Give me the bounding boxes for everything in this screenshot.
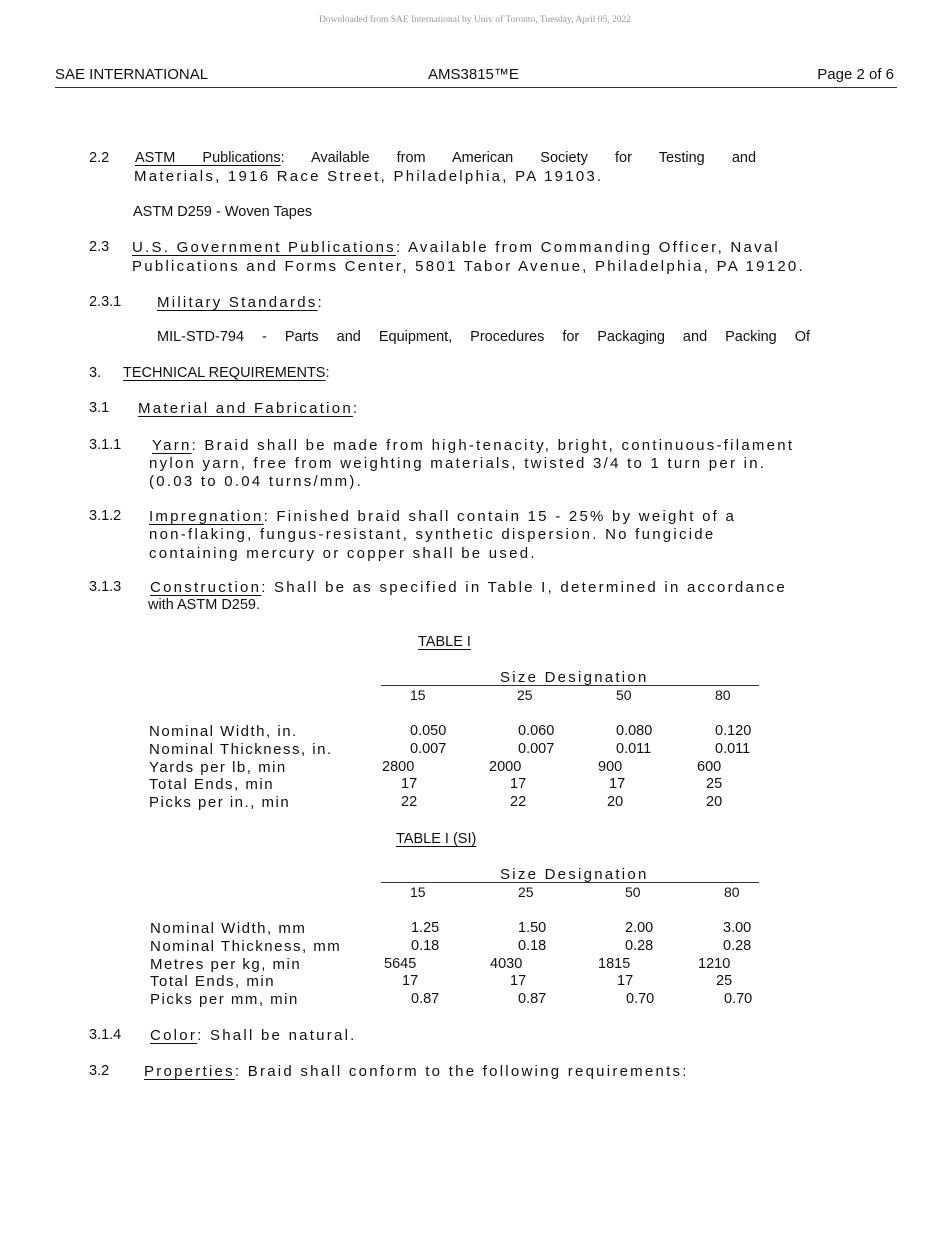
section-3-1-heading: Material and Fabrication: <box>138 400 360 417</box>
section-2-3-1-number: 2.3.1 <box>89 294 122 310</box>
section-3-title: TECHNICAL REQUIREMENTS <box>123 365 326 381</box>
header-rule <box>55 87 897 88</box>
section-2-3-1-heading: Military Standards: <box>157 294 324 311</box>
section-3-1-4-title: Color <box>150 1027 198 1044</box>
section-3-1-2-line3: containing mercury or copper shall be used. <box>149 545 537 562</box>
table-cell: 2.00 <box>625 920 654 936</box>
table-cell: 17 <box>510 776 527 793</box>
table-cell: 25 <box>706 776 723 793</box>
table-cell: 22 <box>401 794 418 811</box>
column-header: 50 <box>616 687 632 703</box>
row-label: Nominal Width, mm <box>150 920 307 937</box>
section-3-1-title: Material and Fabrication <box>138 400 353 417</box>
table-cell: 600 <box>697 758 722 775</box>
section-3-1-2-number: 3.1.2 <box>89 508 122 524</box>
column-header: 80 <box>724 884 740 900</box>
table-cell: 17 <box>617 973 634 990</box>
table-cell: 0.70 <box>724 991 753 1008</box>
table-cell: 0.050 <box>410 723 447 739</box>
section-3-1-2-title: Impregnation <box>149 508 264 525</box>
section-3-2-number: 3.2 <box>89 1063 110 1079</box>
section-2-2-item: ASTM D259 - Woven Tapes <box>133 204 313 220</box>
section-3-1-2-line1: Impregnation: Finished braid shall contain 15 - 25% by weight of a <box>149 508 737 525</box>
download-notice: Downloaded from SAE International by Univ of Toronto, Tuesday, April 05, 2022 <box>318 15 631 25</box>
table-cell: 0.007 <box>518 740 555 757</box>
section-3-1-1-line2: nylon yarn, free from weighting materials, twisted 3/4 to 1 turn per in. <box>149 455 767 472</box>
table-cell: 0.28 <box>625 937 654 954</box>
section-2-2-title: ASTM Publications <box>135 150 281 166</box>
table-cell: 1.25 <box>411 920 440 936</box>
table-cell: 1210 <box>698 955 731 972</box>
table-cell: 0.70 <box>626 991 655 1008</box>
section-3-1-1-number: 3.1.1 <box>89 437 122 453</box>
section-3-heading: TECHNICAL REQUIREMENTS: <box>123 365 330 381</box>
section-3-1-1-line3: (0.03 to 0.04 turns/mm). <box>149 473 364 490</box>
section-2-3-1-item: MIL-STD-794 - Parts and Equipment, Procedures for Packaging and Packing Of <box>157 329 810 345</box>
section-2-3-1-title: Military Standards <box>157 294 318 311</box>
row-label: Nominal Width, in. <box>149 723 298 740</box>
table-cell: 5645 <box>384 955 417 972</box>
table-cell: 17 <box>609 776 626 793</box>
section-2-3-line1: U.S. Government Publications: Available from Commanding Officer, Naval <box>132 239 781 256</box>
table-cell: 17 <box>401 776 418 793</box>
column-header: 50 <box>625 884 641 900</box>
section-3-number: 3. <box>89 365 102 381</box>
section-2-3-number: 2.3 <box>89 239 110 255</box>
table-cell: 0.87 <box>518 991 547 1008</box>
table-cell: 25 <box>716 973 733 990</box>
column-header: 25 <box>517 687 533 703</box>
header-org: SAE INTERNATIONAL <box>55 66 209 83</box>
section-3-2-title: Properties <box>144 1063 235 1080</box>
table-cell: 17 <box>402 973 419 990</box>
table-cell: 2800 <box>382 758 415 775</box>
table1-header-rule <box>381 685 759 686</box>
table-cell: 0.080 <box>616 723 653 739</box>
section-3-1-1-line1: Yarn: Braid shall be made from high-tenacity, bright, continuous-filament <box>152 437 795 454</box>
table1-group-header: Size Designation <box>500 669 649 686</box>
header-page-number: Page 2 of 6 <box>817 66 894 83</box>
table-cell: 2000 <box>489 758 522 775</box>
table-cell: 0.18 <box>411 937 440 954</box>
section-3-1-1-title: Yarn <box>152 437 192 454</box>
row-label: Picks per in., min <box>149 794 291 812</box>
table1-si-group-header: Size Designation <box>500 866 649 883</box>
table1-title: TABLE I <box>418 634 471 650</box>
table-cell: 17 <box>510 973 527 990</box>
row-label: Total Ends, min <box>149 776 275 794</box>
row-label: Total Ends, min <box>150 973 276 991</box>
section-2-2-number: 2.2 <box>89 150 110 166</box>
section-2-2-line1: ASTM Publications: Available from American Society for Testing and <box>135 150 757 166</box>
section-3-1-2-line2: non-flaking, fungus-resistant, synthetic dispersion. No fungicide <box>149 526 716 543</box>
column-header: 15 <box>410 884 426 900</box>
section-3-1-number: 3.1 <box>89 400 110 416</box>
row-label: Picks per mm, min <box>150 991 299 1009</box>
table-cell: 0.007 <box>410 740 447 757</box>
table-cell: 3.00 <box>723 920 752 936</box>
table-cell: 0.011 <box>616 740 652 757</box>
section-2-3-line2: Publications and Forms Center, 5801 Tabor Avenue, Philadelphia, PA 19120. <box>132 258 805 275</box>
table-cell: 0.120 <box>715 723 752 739</box>
table-cell: 0.011 <box>715 740 751 757</box>
section-3-1-4-line1: Color: Shall be natural. <box>150 1027 357 1044</box>
section-3-1-4-number: 3.1.4 <box>89 1027 122 1043</box>
column-header: 80 <box>715 687 731 703</box>
section-2-3-title: U.S. Government Publications <box>132 239 396 256</box>
table-cell: 0.060 <box>518 723 555 739</box>
table-cell: 20 <box>706 794 723 811</box>
section-3-2-line1: Properties: Braid shall conform to the following requirements: <box>144 1063 689 1080</box>
table-cell: 0.18 <box>518 937 547 954</box>
section-3-1-3-line1: Construction: Shall be as specified in Table I, determined in accordance <box>150 579 788 596</box>
table-cell: 22 <box>510 794 527 811</box>
row-label: Nominal Thickness, in. <box>149 740 333 758</box>
section-3-1-3-title: Construction <box>150 579 262 596</box>
table-cell: 1.50 <box>518 920 547 936</box>
table-cell: 20 <box>607 794 624 811</box>
table1-si-header-rule <box>381 882 759 883</box>
table-cell: 0.28 <box>723 937 752 954</box>
section-3-1-3-number: 3.1.3 <box>89 579 122 595</box>
row-label: Nominal Thickness, mm <box>150 937 342 955</box>
row-label: Metres per kg, min <box>150 955 302 973</box>
table-cell: 1815 <box>598 955 631 972</box>
section-2-2-line2: Materials, 1916 Race Street, Philadelphia, PA 19103. <box>134 168 604 185</box>
table-cell: 900 <box>598 758 623 775</box>
column-header: 15 <box>410 687 426 703</box>
section-3-1-3-line2: with ASTM D259. <box>148 597 261 613</box>
table-cell: 0.87 <box>411 991 440 1008</box>
column-header: 25 <box>518 884 534 900</box>
row-label: Yards per lb, min <box>149 758 287 776</box>
header-doc-id: AMS3815™E <box>428 66 519 83</box>
table-cell: 4030 <box>490 955 523 972</box>
table1-si-title: TABLE I (SI) <box>396 831 477 847</box>
